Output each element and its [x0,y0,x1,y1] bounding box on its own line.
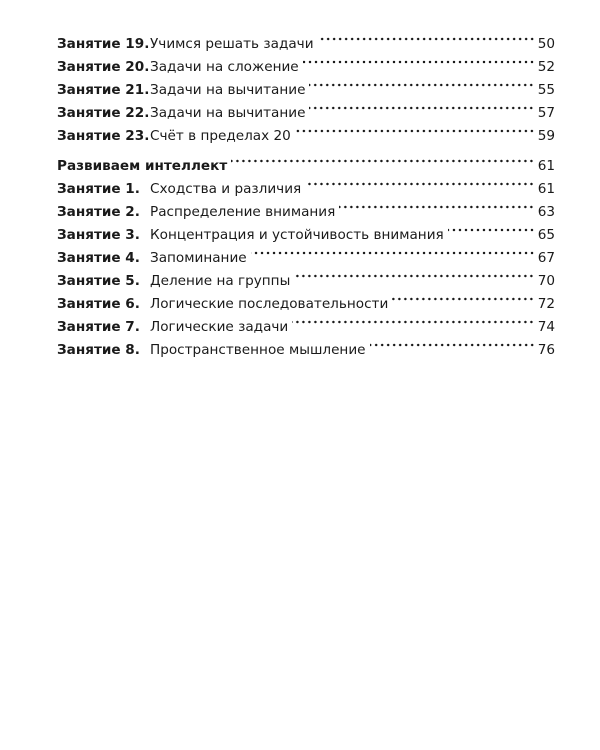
dot-leader [339,201,534,213]
lesson-label: Занятие 19. [57,36,150,52]
dot-leader [370,339,535,351]
lesson-label: Занятие 8. [57,342,140,358]
lesson-label: Занятие 3. [57,227,140,243]
toc-entry [57,201,555,224]
toc-section-entry [57,155,555,178]
page-number: 72 [537,296,555,312]
lesson-title: Концентрация и устойчивость внимания [150,227,444,243]
page-number: 55 [537,82,555,98]
lesson-label: Занятие 20. [57,59,150,75]
page-number: 50 [537,36,555,52]
lesson-title: Сходства и различия [150,181,302,197]
dot-leader [231,155,534,167]
dot-leader [448,224,535,236]
dot-leader [303,56,535,68]
lesson-title: Пространственное мышление [150,342,366,358]
toc-entry [57,178,555,201]
toc-entry [57,224,555,247]
page-number: 76 [537,342,555,358]
toc-entry [57,270,555,293]
dot-leader [251,247,535,259]
section-title: Развиваем интеллект [57,158,228,174]
dot-leader [309,102,534,114]
table-of-contents [57,33,555,362]
lesson-label: Занятие 7. [57,319,140,335]
lesson-title: Запоминание [150,250,247,266]
page-number: 70 [537,273,555,289]
lesson-title: Логические последовательности [150,296,389,312]
page-number: 61 [537,158,555,174]
page-number: 52 [537,59,555,75]
lesson-title: Деление на группы [150,273,291,289]
dot-leader [305,178,534,190]
lesson-label: Занятие 2. [57,204,140,220]
lesson-label: Занятие 5. [57,273,140,289]
lesson-label: Занятие 1. [57,181,140,197]
toc-entry [57,33,555,56]
section-gap [57,148,555,155]
dot-leader [294,270,534,282]
toc-entry [57,339,555,362]
toc-entry [57,56,555,79]
toc-entry [57,316,555,339]
dot-leader [309,79,534,91]
toc-entry [57,247,555,270]
lesson-title: Учимся решать задачи [150,36,314,52]
lesson-title: Задачи на вычитание [150,105,306,121]
toc-entry [57,79,555,102]
lesson-title: Распределение внимания [150,204,336,220]
lesson-label: Занятие 21. [57,82,150,98]
lesson-title: Задачи на сложение [150,59,299,75]
dot-leader [292,316,534,328]
lesson-label: Занятие 6. [57,296,140,312]
dot-leader [392,293,534,305]
lesson-title: Задачи на вычитание [150,82,306,98]
page-number: 59 [537,128,555,144]
lesson-title: Счёт в пределах 20 [150,128,291,144]
page-number: 74 [537,319,555,335]
dot-leader [318,33,535,45]
toc-entry [57,125,555,148]
toc-entry [57,102,555,125]
lesson-label: Занятие 23. [57,128,150,144]
lesson-label: Занятие 4. [57,250,140,266]
lesson-label: Занятие 22. [57,105,150,121]
page-number: 65 [537,227,555,243]
page-number: 67 [537,250,555,266]
page-number: 63 [537,204,555,220]
dot-leader [295,125,535,137]
page-number: 61 [537,181,555,197]
lesson-title: Логические задачи [150,319,289,335]
toc-entry [57,293,555,316]
page-number: 57 [537,105,555,121]
